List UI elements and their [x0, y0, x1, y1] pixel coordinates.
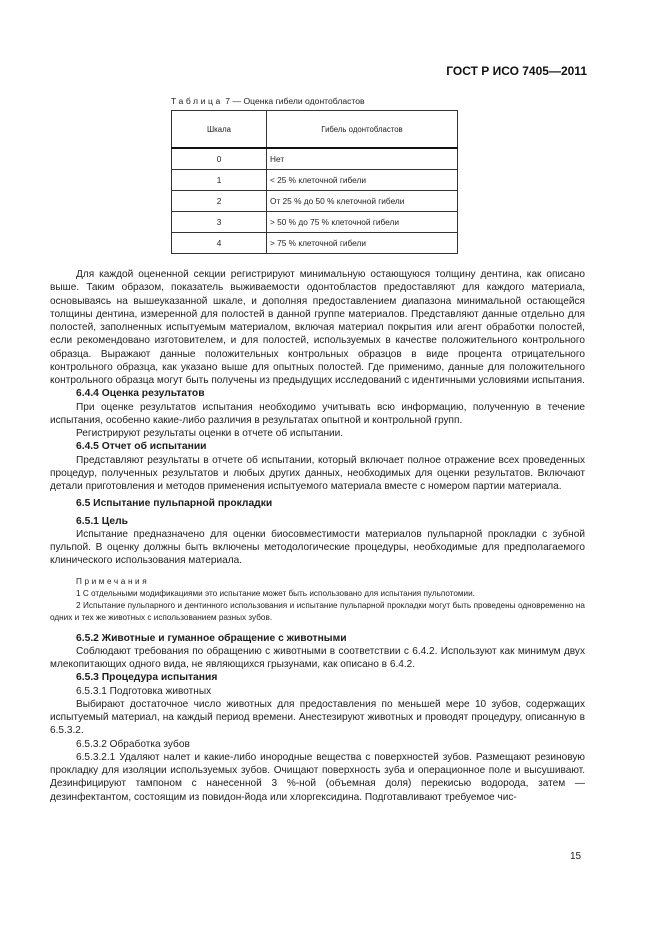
- paragraph-6-5-3-2-1: 6.5.3.2.1 Удаляют налет и какие-либо инородные вещества с поверхностей зубов. Размещают резиновую прокладку для изоляции используемых зубов. Очищают поверхность зуба и операционное поле и высушивают. Дезинфицируют тампоном с нанесенной 3 %-ной (объемная доля) перекисью водорода, затем — дезинфектантом, состоящим из повидон-йода или хлоргексидина. Подготавливают требуемое чис-: [50, 751, 585, 803]
- heading-6-5-3: 6.5.3 Процедура испытания: [76, 672, 218, 684]
- heading-6-4-5: 6.4.5 Отчет об испытании: [76, 441, 207, 453]
- note-2: 2 Испытание пульпарного и дентинного использования и испытание пульпарной прокладки могут быть проведены одновременно на одних и тех же животных с использованием разных зубов.: [50, 600, 585, 622]
- cell-value: Нет: [267, 148, 458, 170]
- table-row: [172, 212, 458, 233]
- cell-value: > 50 % до 75 % клеточной гибели: [267, 212, 458, 233]
- cell-value: > 75 % клеточной гибели: [267, 233, 458, 254]
- subheading-6-5-3-2: 6.5.3.2 Обработка зубов: [76, 738, 190, 750]
- cell-scale: 3: [172, 212, 267, 233]
- cell-scale: 0: [172, 148, 267, 170]
- paragraph-6-4-4-b: Регистрируют результаты оценки в отчете об испытании.: [76, 428, 344, 439]
- table-row: [172, 170, 458, 191]
- page-number: 15: [570, 851, 582, 862]
- paragraph-results-presentation: Для каждой оцененной секции регистрируют минимальную остающуюся толщину дентина, как описано выше. Таким образом, показатель выживаемости одонтобластов предоставляют для каждого материала, основываясь на вышеуказанной шкале, и дополняя предоставлением диапазона минимальной остающейся толщины дентина, измеренной для полостей в данной группе материалов. Представляют данные отдельно для полостей, заполненных испытуемым материалом, включая материал покрытия или агент обработки полостей, если рекомендовано изготовителем, и для полостей, используемых в качестве положительного контрольного образца. Выражают данные положительных контрольных образцов в виде процента отрицательного контрольного образца, как указано выше для опытных полостей. Где применимо, данные для положительного контрольного образца могут быть получены из предыдущих исследований с идентичными условиями испытания.: [50, 269, 585, 386]
- cell-scale: 4: [172, 233, 267, 254]
- column-header-death: Гибель одонтобластов: [267, 111, 458, 149]
- table-header-row: [172, 111, 458, 149]
- paragraph-6-4-4-a: При оценке результатов испытания необходимо учитывать всю информацию, полученную в течение испытания, особенно какие-либо различия в результатах опытной и контрольной групп.: [50, 401, 585, 426]
- cell-value: От 25 % до 50 % клеточной гибели: [267, 191, 458, 212]
- cell-scale: 1: [172, 170, 267, 191]
- heading-6-5-2: 6.5.2 Животные и гуманное обращение с животными: [76, 632, 347, 644]
- heading-6-5: 6.5 Испытание пульпарной прокладки: [76, 498, 273, 510]
- document-body: [50, 268, 585, 804]
- heading-6-4-4: 6.4.4 Оценка результатов: [76, 388, 205, 400]
- paragraph-6-5-3-1: Выбирают достаточное число животных для предоставления по меньшей мере 10 зубов, содержащих испытуемый материал, на каждый период времени. Анестезируют животных и проводят процедуру, описанную в 6.5.3.2.: [50, 698, 585, 737]
- table-row: [172, 191, 458, 212]
- column-header-scale: Шкала: [172, 111, 267, 149]
- paragraph-6-4-5: Представляют результаты в отчете об испытании, который включает полное отражение всех проведенных процедур, полученных результатов и любых других данных, необходимых для оценки результатов. Включают детали приготовления и методов применения испытуемого материала вместе с номером партии материала.: [50, 454, 585, 492]
- cell-value: < 25 % клеточной гибели: [267, 170, 458, 191]
- table-caption-text: 7 — Оценка гибели одонтобластов: [225, 96, 365, 106]
- heading-6-5-1: 6.5.1 Цель: [76, 515, 129, 527]
- subheading-6-5-3-1: 6.5.3.1 Подготовка животных: [76, 685, 212, 697]
- table-row: [172, 233, 458, 254]
- notes-title: Примечания: [76, 576, 150, 586]
- cell-scale: 2: [172, 191, 267, 212]
- table-row: [172, 148, 458, 170]
- paragraph-6-5-1: Испытание предназначено для оценки биосовместимости материалов пульпарной прокладки с зубной пульпой. В оценку должны быть включены методологические процедуры, необходимые для предполагаемого клинического использования материала.: [50, 528, 585, 567]
- table-caption-label: Таблица: [171, 96, 223, 106]
- table-caption: [171, 96, 365, 106]
- odontoblast-death-table: [171, 110, 458, 254]
- note-1: 1 С отдельными модификациями это испытание может быть использовано для испытания пульпотомии.: [76, 588, 475, 598]
- notes-block: [50, 576, 585, 624]
- document-header: ГОСТ Р ИСО 7405—2011: [446, 64, 587, 78]
- paragraph-6-5-2: Соблюдают требования по обращению с животными в соответствии с 6.4.2. Используют как минимум двух млекопитающих одного вида, не являющихся грызунами, как описано в 6.4.2.: [50, 645, 585, 670]
